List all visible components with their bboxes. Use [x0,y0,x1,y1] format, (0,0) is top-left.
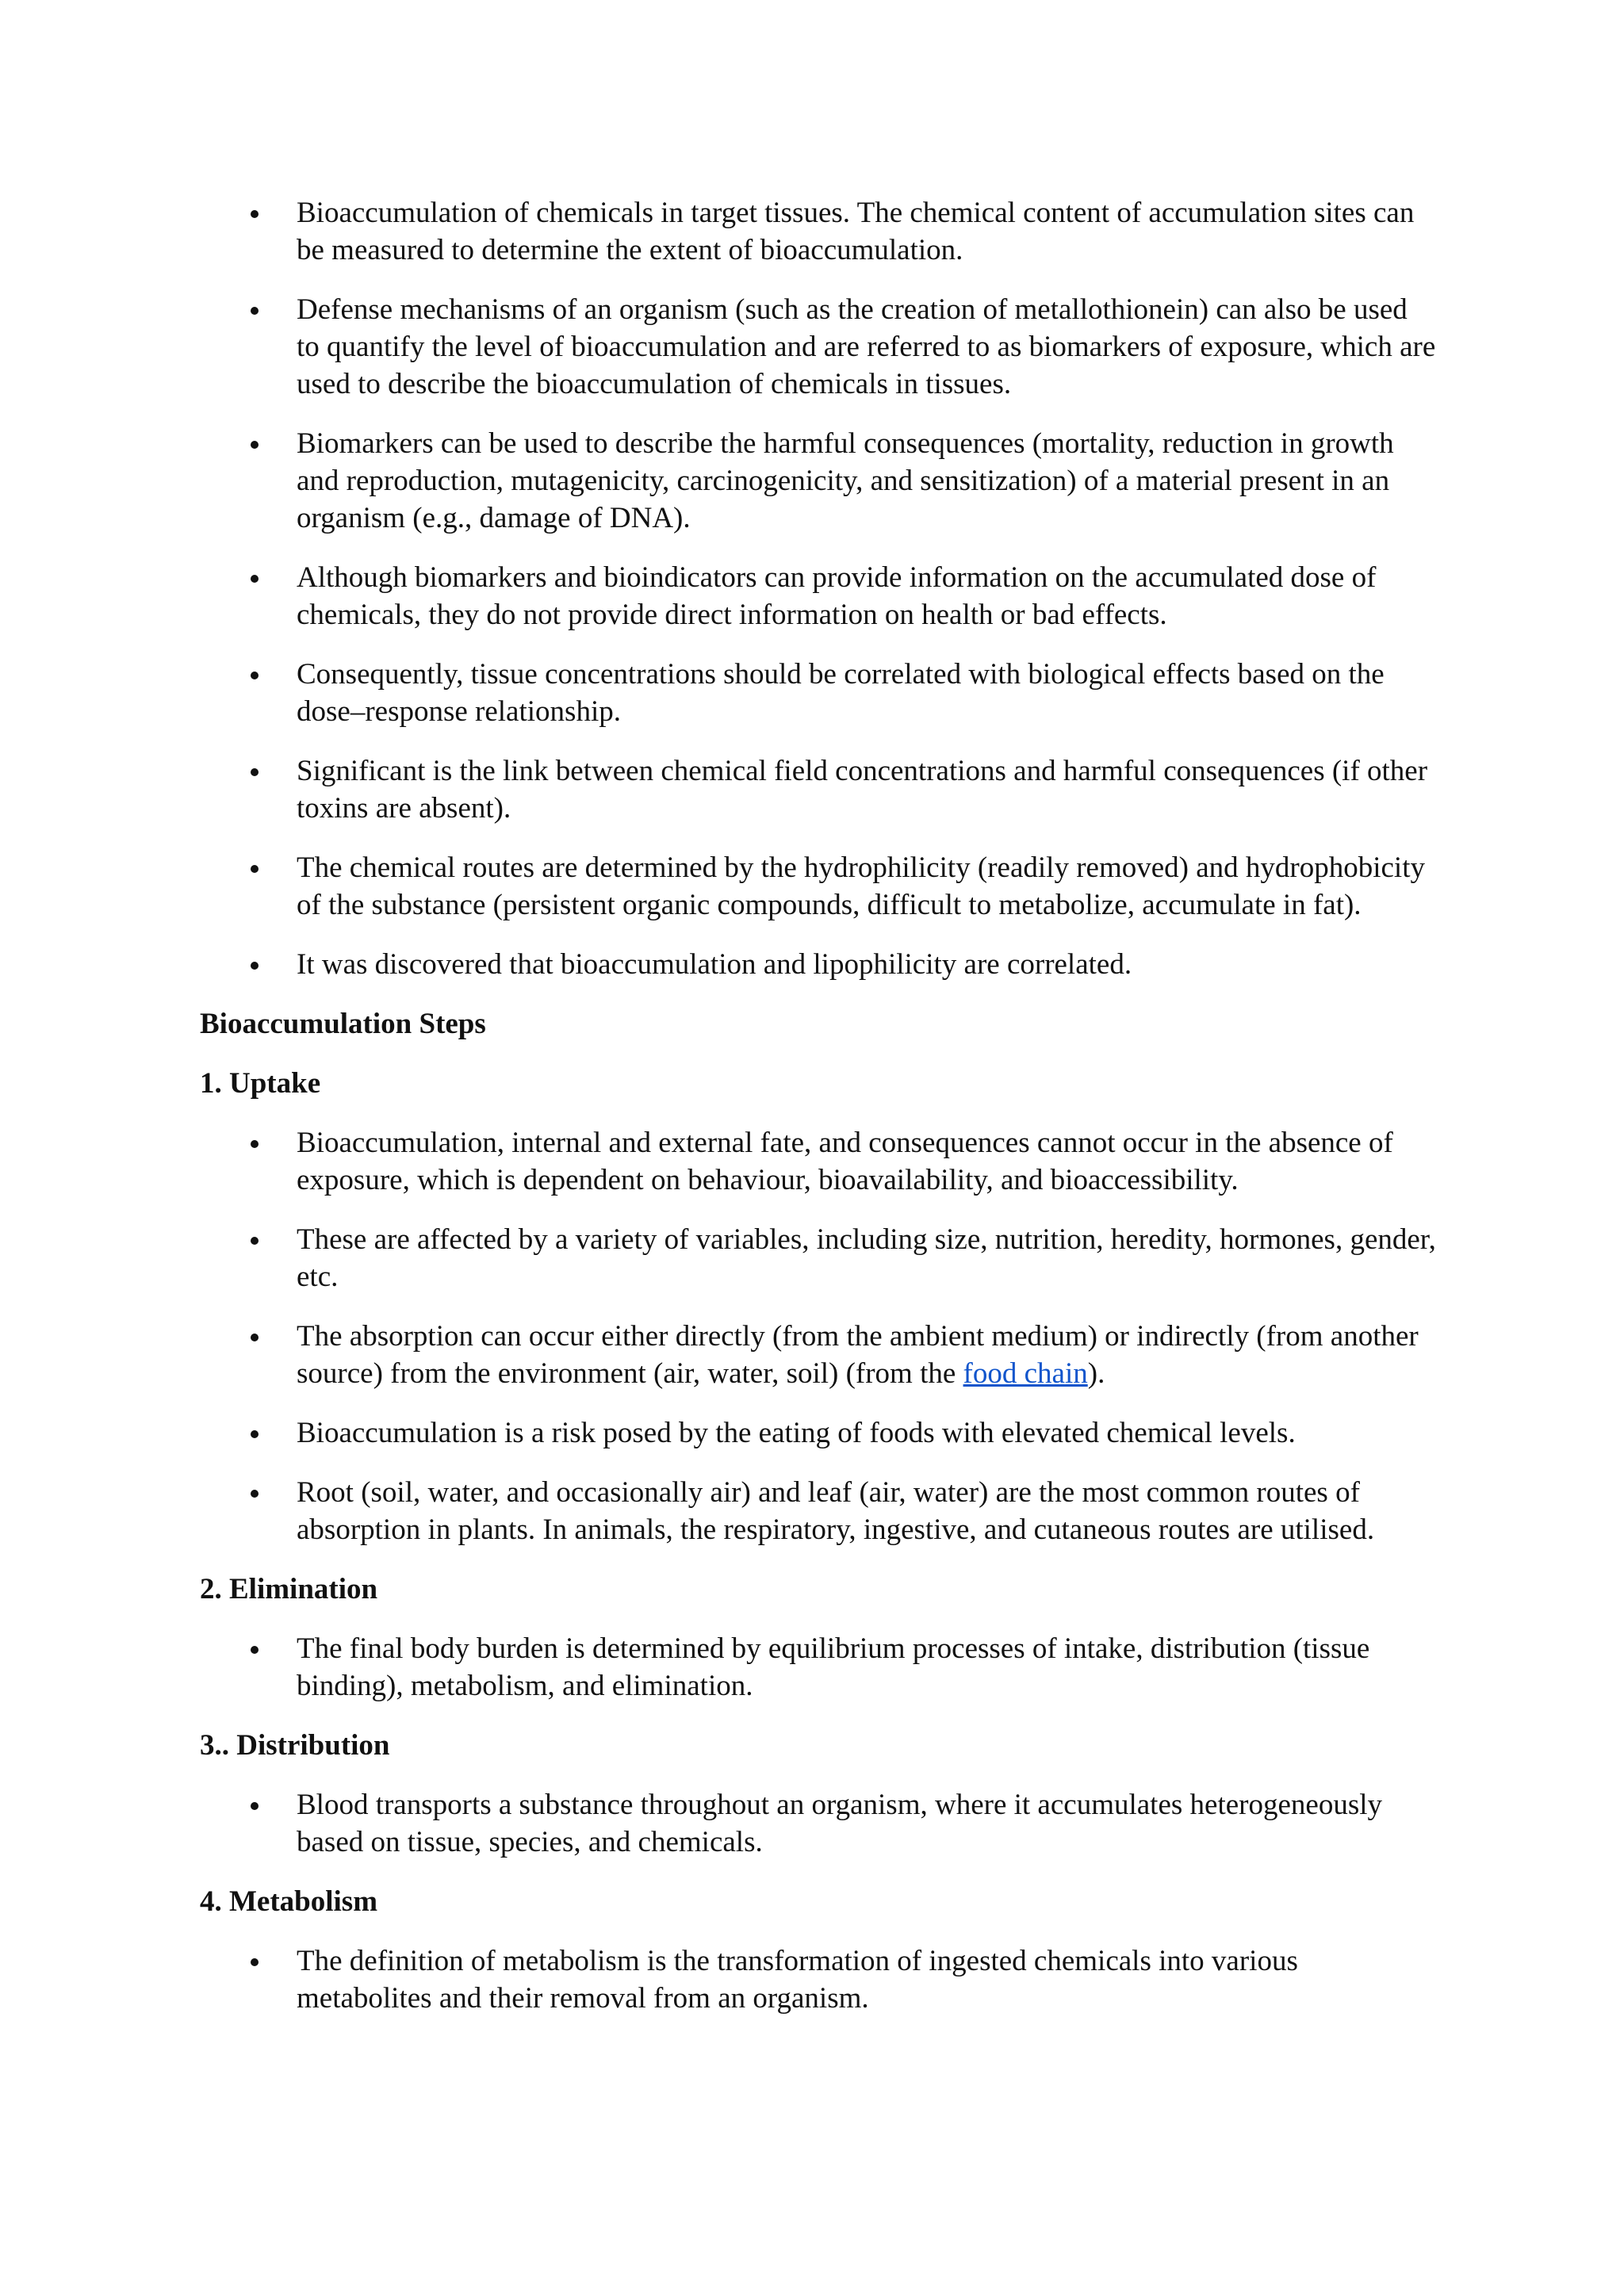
list-item [200,1474,1437,1548]
food-chain-link[interactable]: food chain [963,1357,1088,1390]
list-item-text-before-link: The absorption can occur either directly (from the ambient medium) or indirectly (from another source) from the environment (air, water, soil) (from the [297,1320,1419,1390]
list-item-text: Although biomarkers and bioindicators can provide information on the accumulated dose of chemicals, they do not provide direct information on health or bad effects. [297,561,1377,631]
list-item [200,656,1437,730]
distribution-heading: 3.. Distribution [200,1729,390,1762]
list-item-text: Root (soil, water, and occasionally air) and leaf (air, water) are the most common routes of absorption in plants. In animals, the respiratory, ingestive, and cutaneous routes are utilised. [297,1476,1375,1546]
uptake-bullet-list [200,1124,1437,1548]
list-item [200,1124,1437,1199]
distribution-bullet-list [200,1786,1437,1861]
list-item-text: It was discovered that bioaccumulation and lipophilicity are correlated. [297,948,1132,981]
list-item [200,1221,1437,1295]
bullet-icon [251,1646,259,1654]
list-item-text: The definition of metabolism is the transformation of ingested chemicals into various metabolites and their removal from an organism. [297,1945,1298,2015]
document-page [200,194,1437,2039]
list-item [200,291,1437,403]
list-item-text: Blood transports a substance throughout an organism, where it accumulates heterogeneously based on tissue, species, and chemicals. [297,1789,1382,1858]
elimination-heading: 2. Elimination [200,1573,378,1605]
list-item [200,1786,1437,1861]
list-item-text: The final body burden is determined by equilibrium processes of intake, distribution (tissue binding), metabolism, and elimination. [297,1632,1370,1702]
list-item [200,425,1437,537]
list-item-text: Bioaccumulation is a risk posed by the eating of foods with elevated chemical levels. [297,1417,1296,1449]
list-item [200,752,1437,827]
bullet-icon [251,441,259,449]
bullet-icon [251,962,259,970]
list-item [200,946,1437,983]
bullet-icon [251,768,259,776]
bullet-icon [251,1334,259,1341]
bullet-icon [251,210,259,218]
elimination-bullet-list [200,1630,1437,1705]
bullet-icon [251,1140,259,1148]
bullet-icon [251,672,259,679]
list-item [200,1630,1437,1705]
metabolism-heading: 4. Metabolism [200,1885,378,1918]
list-item [200,1942,1437,2017]
list-item-text: Bioaccumulation, internal and external fate, and consequences cannot occur in the absence of exposure, which is dependent on behaviour, bioavailability, and bioaccessibility. [297,1127,1393,1196]
list-item-text: Defense mechanisms of an organism (such as the creation of metallothionein) can also be used to quantify the level of bioaccumulation and are referred to as biomarkers of exposure, which are used to describe the bioaccumulation of chemicals in tissues. [297,293,1436,400]
metabolism-bullet-list [200,1942,1437,2017]
list-item [200,849,1437,924]
list-item [200,1414,1437,1452]
list-item-text: Biomarkers can be used to describe the harmful consequences (mortality, reduction in growth and reproduction, mutagenicity, carcinogenicity, and sensitization) of a material present in an organism (e.g., damage of DNA). [297,427,1394,534]
bullet-icon [251,1958,259,1966]
list-item-text: Significant is the link between chemical field concentrations and harmful consequences (if other toxins are absent). [297,755,1428,825]
list-item-text: These are affected by a variety of variables, including size, nutrition, heredity, hormones, gender, etc. [297,1223,1436,1293]
list-item [200,1318,1437,1392]
list-item [200,559,1437,633]
list-item-text-after-link: ). [1087,1357,1105,1390]
list-item-text: The chemical routes are determined by the hydrophilicity (readily removed) and hydrophobicity of the substance (persistent organic compounds, difficult to metabolize, accumulate in fat). [297,851,1425,921]
bullet-icon [251,307,259,315]
uptake-heading: 1. Uptake [200,1067,321,1100]
intro-bullet-list [200,194,1437,983]
steps-heading: Bioaccumulation Steps [200,1008,486,1040]
bullet-icon [251,865,259,873]
bullet-icon [251,1430,259,1438]
list-item [200,194,1437,269]
bullet-icon [251,1490,259,1498]
list-item-text: Bioaccumulation of chemicals in target tissues. The chemical content of accumulation sites can be measured to determine the extent of bioaccumulation. [297,197,1415,266]
list-item-text: Consequently, tissue concentrations should be correlated with biological effects based on the dose–response relationship. [297,658,1385,728]
bullet-icon [251,575,259,583]
bullet-icon [251,1802,259,1810]
bullet-icon [251,1237,259,1245]
